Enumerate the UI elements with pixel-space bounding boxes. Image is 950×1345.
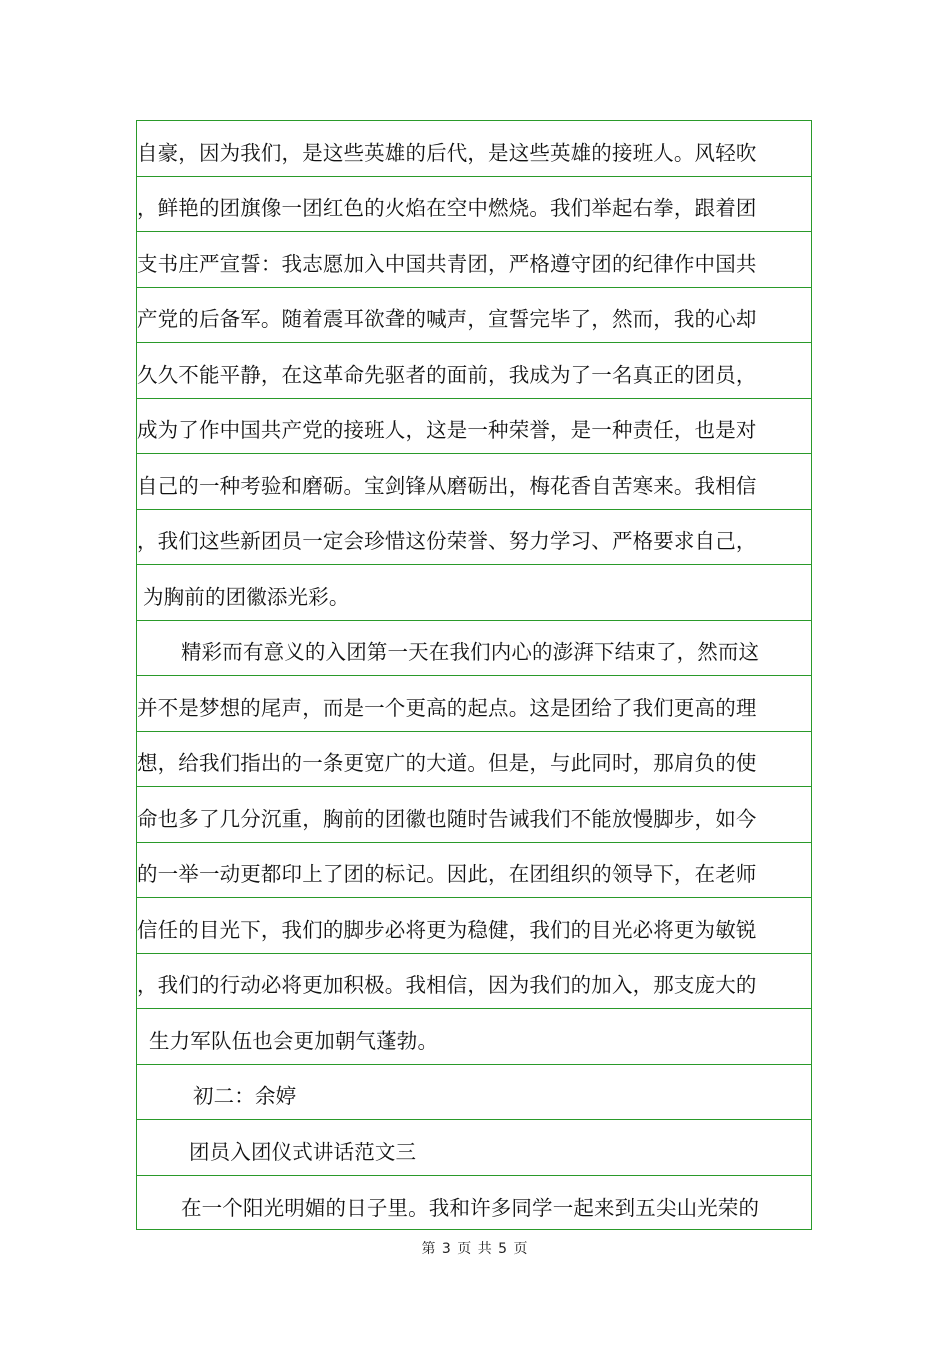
text-line — [137, 565, 811, 621]
line-text: 支书庄严宣誓：我志愿加入中国共青团，严格遵守团的纪律作中国共 — [137, 251, 757, 276]
line-text: 命也多了几分沉重，胸前的团徽也随时告诫我们不能放慢脚步，如今 — [137, 806, 757, 831]
footer-page-word: 页 — [457, 1241, 473, 1257]
line-text: 生力军队伍也会更加朝气蓬勃。 — [149, 1028, 439, 1053]
text-line — [137, 621, 811, 677]
line-text: ，我们的行动必将更加积极。我相信，因为我们的加入，那支庞大的 — [137, 973, 757, 997]
footer-suffix: 页 — [513, 1241, 529, 1257]
text-line — [137, 121, 811, 177]
line-text: 的一举一动更都印上了团的标记。因此，在团组织的领导下，在老师 — [137, 862, 757, 886]
line-text: 精彩而有意义的入团第一天在我们内心的澎湃下结束了，然而这 — [181, 640, 760, 664]
line-text: ，我们这些新团员一定会珍惜这份荣誉、努力学习、严格要求自己， — [137, 529, 757, 553]
footer-prefix: 第 — [421, 1241, 437, 1257]
footer-total-pages: 5 — [498, 1241, 509, 1257]
text-line — [137, 954, 811, 1010]
text-line — [137, 288, 811, 344]
line-text: 自豪，因为我们，是这些英雄的后代，是这些英雄的接班人。风轻吹 — [137, 140, 757, 165]
line-text: ，鲜艳的团旗像一团红色的火焰在空中燃烧。我们举起右拳，跟着团 — [137, 196, 757, 220]
line-text: 为胸前的团徽添光彩。 — [143, 584, 350, 609]
text-line — [137, 1009, 811, 1065]
text-line — [137, 787, 811, 843]
line-text: 团员入团仪式讲话范文三 — [189, 1139, 417, 1164]
line-text: 初二：余婷 — [193, 1084, 297, 1108]
text-line — [137, 343, 811, 399]
text-line — [137, 232, 811, 288]
text-line — [137, 454, 811, 510]
footer-total-word: 共 — [477, 1241, 493, 1257]
text-line — [137, 1120, 811, 1176]
text-line — [137, 732, 811, 788]
text-line — [137, 399, 811, 455]
line-text: 自己的一种考验和磨砺。宝剑锋从磨砺出，梅花香自苦寒来。我相信 — [137, 473, 757, 498]
line-text: 想，给我们指出的一条更宽广的大道。但是，与此同时，那肩负的使 — [137, 751, 757, 775]
line-text: 在一个阳光明媚的日子里。我和许多同学一起来到五尖山光荣的 — [181, 1196, 760, 1220]
text-line — [137, 177, 811, 233]
line-text: 信任的目光下，我们的脚步必将更为稳健，我们的目光必将更为敏锐 — [137, 917, 757, 942]
line-text: 成为了作中国共产党的接班人，这是一种荣誉，是一种责任，也是对 — [137, 418, 757, 442]
text-line — [137, 1065, 811, 1121]
page-footer — [0, 1238, 950, 1258]
line-text: 产党的后备军。随着震耳欲聋的喊声，宣誓完毕了，然而，我的心却 — [137, 307, 757, 331]
text-line — [137, 1176, 811, 1232]
line-text: 久久不能平静，在这革命先驱者的面前，我成为了一名真正的团员， — [137, 362, 757, 387]
line-text: 并不是梦想的尾声，而是一个更高的起点。这是团给了我们更高的理 — [137, 695, 757, 720]
ruled-text-box — [136, 120, 812, 1230]
text-line — [137, 898, 811, 954]
text-line — [137, 843, 811, 899]
text-line — [137, 510, 811, 566]
footer-current-page: 3 — [441, 1241, 452, 1257]
text-line — [137, 676, 811, 732]
